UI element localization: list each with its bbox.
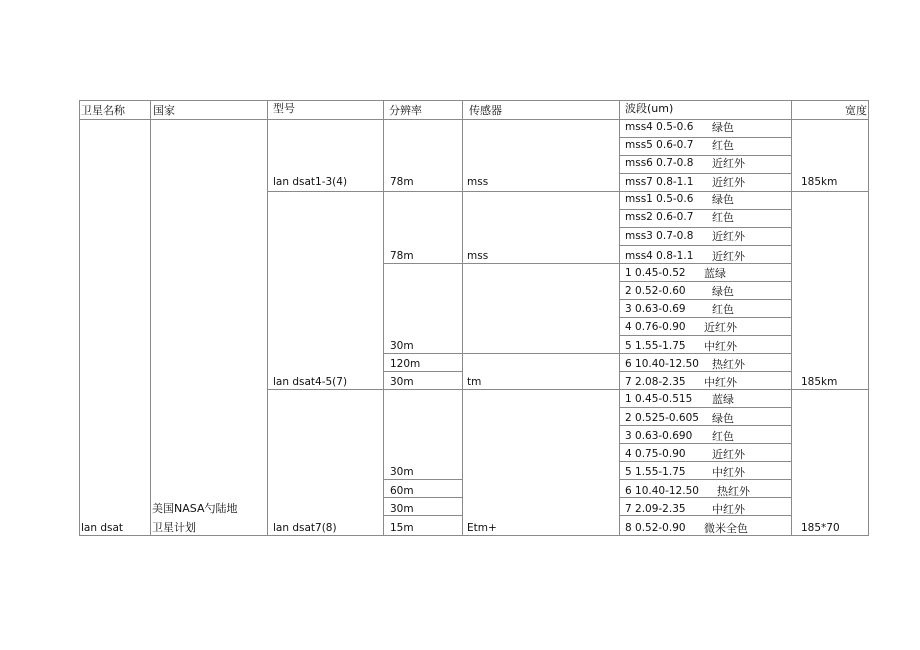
band-color: 蓝绿 <box>704 267 726 280</box>
row-separator <box>619 335 791 336</box>
row-separator <box>383 353 619 354</box>
band-color: 绿色 <box>712 121 734 134</box>
band-range: mss4 0.8-1.1 <box>625 250 694 262</box>
row-separator <box>619 281 791 282</box>
header-bands: 波段(um) <box>625 102 674 115</box>
band-color: 热红外 <box>717 485 750 498</box>
table-border-right <box>868 100 869 536</box>
band-range: mss6 0.7-0.8 <box>625 157 694 169</box>
row-separator <box>619 353 791 354</box>
row-separator <box>619 371 791 372</box>
band-range: mss4 0.5-0.6 <box>625 121 694 133</box>
band-range: mss3 0.7-0.8 <box>625 230 694 242</box>
table-border-left <box>79 100 80 536</box>
band-range: mss1 0.5-0.6 <box>625 193 694 205</box>
column-separator <box>150 100 151 536</box>
band-color: 红色 <box>712 430 734 443</box>
row-separator <box>619 209 791 210</box>
resolution-g2-mss: 78m <box>390 250 414 262</box>
band-color: 绿色 <box>712 285 734 298</box>
band-color: 近红外 <box>712 157 745 170</box>
group-separator <box>383 263 791 264</box>
column-separator <box>619 100 620 536</box>
band-range: 7 2.08-2.35 <box>625 376 686 388</box>
row-separator <box>383 479 462 480</box>
band-range: 4 0.75-0.90 <box>625 448 686 460</box>
country-line2: 卫星计划 <box>152 521 196 534</box>
row-separator <box>619 317 791 318</box>
model-g2: lan dsat4-5(7) <box>273 376 348 388</box>
resolution-g3: 60m <box>390 485 414 497</box>
country-line1: 美国NASA勺陆地 <box>152 502 238 515</box>
row-separator <box>619 461 791 462</box>
band-range: 3 0.63-0.690 <box>625 430 693 442</box>
band-color: 蓝绿 <box>712 393 734 406</box>
header-separator <box>79 119 869 120</box>
row-separator <box>619 173 791 174</box>
band-color: 红色 <box>712 303 734 316</box>
group-separator <box>267 389 869 390</box>
row-separator <box>619 245 791 246</box>
band-range: 1 0.45-0.515 <box>625 393 693 405</box>
row-separator <box>619 227 791 228</box>
band-color: 近红外 <box>712 448 745 461</box>
band-color: 热红外 <box>712 358 745 371</box>
header-sensor: 传感器 <box>469 104 502 117</box>
row-separator <box>619 443 791 444</box>
column-separator <box>383 100 384 536</box>
table-border-bottom <box>79 535 869 536</box>
band-range: 1 0.45-0.52 <box>625 267 686 279</box>
band-range: 4 0.76-0.90 <box>625 321 686 333</box>
band-range: 2 0.52-0.60 <box>625 285 686 297</box>
band-color: 绿色 <box>712 193 734 206</box>
band-range: 8 0.52-0.90 <box>625 522 686 534</box>
band-color: 中红外 <box>704 376 737 389</box>
row-separator <box>619 137 791 138</box>
band-color: 红色 <box>712 211 734 224</box>
sensor-g2-tm: tm <box>467 376 482 388</box>
band-color: 中红外 <box>712 503 745 516</box>
row-separator <box>619 479 791 480</box>
header-country: 国家 <box>153 104 175 117</box>
satellite-table <box>79 100 869 536</box>
width-g2: 185km <box>801 376 838 388</box>
band-range: mss2 0.6-0.7 <box>625 211 694 223</box>
row-separator <box>383 371 462 372</box>
band-range: 6 10.40-12.50 <box>625 485 699 497</box>
band-range: 5 1.55-1.75 <box>625 466 686 478</box>
band-color: 微米全色 <box>704 522 748 535</box>
band-color: 近红外 <box>712 250 745 263</box>
resolution-g2-tm: 120m <box>390 358 421 370</box>
row-separator <box>619 155 791 156</box>
table-border-top <box>79 100 869 101</box>
model-g3: lan dsat7(8) <box>273 522 337 534</box>
header-resolution: 分辨率 <box>389 104 422 117</box>
sensor-g1: mss <box>467 176 489 188</box>
model-g1: lan dsat1-3(4) <box>273 176 348 188</box>
band-color: 绿色 <box>712 412 734 425</box>
resolution-g3: 30m <box>390 503 414 515</box>
resolution-g1: 78m <box>390 176 414 188</box>
column-separator <box>462 100 463 536</box>
band-range: 3 0.63-0.69 <box>625 303 686 315</box>
band-color: 中红外 <box>704 340 737 353</box>
band-color: 红色 <box>712 139 734 152</box>
row-separator <box>619 425 791 426</box>
band-range: mss5 0.6-0.7 <box>625 139 694 151</box>
column-separator <box>267 100 268 536</box>
sensor-g2-mss: mss <box>467 250 489 262</box>
width-g3: 185*70 <box>801 522 840 534</box>
band-range: mss7 0.8-1.1 <box>625 176 694 188</box>
row-separator <box>619 299 791 300</box>
header-width: 宽度 <box>845 104 867 117</box>
header-satellite: 卫星名称 <box>81 104 125 117</box>
satellite-name: lan dsat <box>81 522 124 534</box>
band-color: 近红外 <box>712 230 745 243</box>
band-color: 近红外 <box>704 321 737 334</box>
resolution-g3: 30m <box>390 466 414 478</box>
group-separator <box>267 191 869 192</box>
band-range: 2 0.525-0.605 <box>625 412 699 424</box>
band-range: 6 10.40-12.50 <box>625 358 699 370</box>
band-color: 中红外 <box>712 466 745 479</box>
band-range: 7 2.09-2.35 <box>625 503 686 515</box>
resolution-g2-tm: 30m <box>390 376 414 388</box>
sensor-g3: Etm+ <box>467 522 497 534</box>
band-color: 近红外 <box>712 176 745 189</box>
resolution-g2-tm: 30m <box>390 340 414 352</box>
band-range: 5 1.55-1.75 <box>625 340 686 352</box>
column-separator <box>791 100 792 536</box>
width-g1: 185km <box>801 176 838 188</box>
resolution-g3: 15m <box>390 522 414 534</box>
row-separator <box>619 407 791 408</box>
header-model: 型号 <box>273 102 295 115</box>
